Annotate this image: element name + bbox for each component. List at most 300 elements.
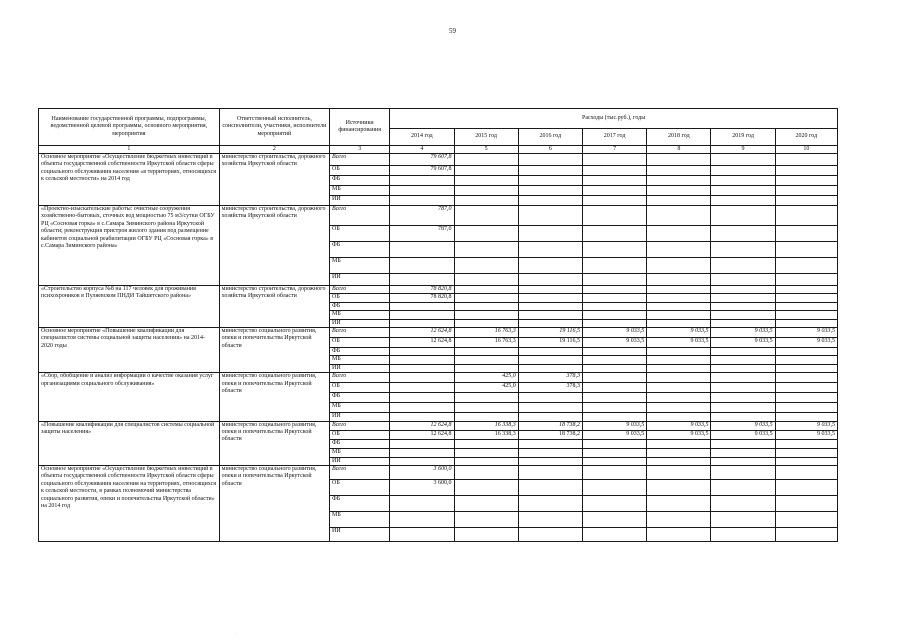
amount-cell: 9 033,5: [775, 421, 837, 430]
table-row: [39, 206, 838, 226]
amount-cell: [647, 403, 711, 413]
funding-source-cell: ФБ: [330, 439, 390, 448]
table-row: [39, 373, 838, 383]
amount-cell: [390, 356, 454, 364]
amount-cell: [647, 294, 711, 302]
responsible-cell: министерство строительства, дорожного хозяйства Иркутской области: [219, 286, 329, 328]
funding-source-cell: Всего: [330, 373, 390, 383]
amount-cell: [454, 294, 518, 302]
amount-cell: [711, 383, 775, 393]
column-number: 4: [390, 146, 454, 154]
amount-cell: [775, 364, 837, 372]
amount-cell: [775, 439, 837, 448]
amount-cell: [711, 311, 775, 319]
amount-cell: [390, 448, 454, 457]
column-number: 10: [775, 146, 837, 154]
amount-cell: [711, 196, 775, 206]
amount-cell: [647, 439, 711, 448]
funding-source-cell: Всего: [330, 286, 390, 294]
amount-cell: [582, 480, 646, 496]
amount-cell: [454, 302, 518, 310]
amount-cell: [711, 274, 775, 286]
amount-cell: [454, 480, 518, 496]
amount-cell: 9 033,5: [582, 430, 646, 439]
amount-cell: [647, 176, 711, 186]
amount-cell: [647, 466, 711, 480]
amount-cell: 9 033,5: [647, 328, 711, 338]
column-number: 8: [647, 146, 711, 154]
amount-cell: [647, 226, 711, 242]
amount-cell: [390, 528, 454, 542]
header-year: 2019 год: [711, 129, 775, 146]
amount-cell: [775, 166, 837, 176]
amount-cell: [711, 512, 775, 528]
amount-cell: [775, 466, 837, 480]
amount-cell: [711, 403, 775, 413]
amount-cell: [711, 319, 775, 327]
amount-cell: [582, 166, 646, 176]
amount-cell: [647, 154, 711, 166]
funding-source-cell: ФБ: [330, 393, 390, 403]
amount-cell: [775, 383, 837, 393]
amount-cell: [454, 528, 518, 542]
amount-cell: [454, 512, 518, 528]
amount-cell: [518, 258, 582, 274]
amount-cell: [518, 166, 582, 176]
funding-source-cell: МБ: [330, 186, 390, 196]
amount-cell: [582, 319, 646, 327]
amount-cell: [711, 294, 775, 302]
amount-cell: [582, 311, 646, 319]
amount-cell: 16 763,3: [454, 328, 518, 338]
amount-cell: [390, 258, 454, 274]
header-year: 2015 год: [454, 129, 518, 146]
amount-cell: [518, 154, 582, 166]
amount-cell: [518, 457, 582, 465]
amount-cell: 425,0: [454, 373, 518, 383]
amount-cell: 9 033,5: [582, 338, 646, 348]
funding-source-cell: ФБ: [330, 176, 390, 186]
amount-cell: 18 738,2: [518, 421, 582, 430]
amount-cell: 9 033,5: [711, 430, 775, 439]
amount-cell: [775, 457, 837, 465]
amount-cell: [582, 154, 646, 166]
amount-cell: [775, 302, 837, 310]
header-source: Источники финансирования: [330, 109, 390, 146]
funding-source-cell: Всего: [330, 154, 390, 166]
amount-cell: 9 033,5: [775, 328, 837, 338]
amount-cell: 9 033,5: [647, 421, 711, 430]
funding-source-cell: Всего: [330, 206, 390, 226]
amount-cell: [711, 528, 775, 542]
amount-cell: [454, 457, 518, 465]
amount-cell: [582, 226, 646, 242]
amount-cell: [582, 528, 646, 542]
amount-cell: [775, 206, 837, 226]
header-year: 2017 год: [582, 129, 646, 146]
amount-cell: [647, 258, 711, 274]
amount-cell: [775, 448, 837, 457]
funding-source-cell: ОБ: [330, 166, 390, 176]
responsible-cell: министерство строительства, дорожного хозяйства Иркутской области: [219, 206, 329, 286]
amount-cell: [454, 154, 518, 166]
amount-cell: 9 033,5: [582, 328, 646, 338]
funding-source-cell: Всего: [330, 466, 390, 480]
amount-cell: 12 624,8: [390, 421, 454, 430]
amount-cell: 12 624,8: [390, 430, 454, 439]
amount-cell: [582, 393, 646, 403]
amount-cell: [647, 364, 711, 372]
amount-cell: [518, 206, 582, 226]
amount-cell: 378,3: [518, 373, 582, 383]
funding-source-cell: МБ: [330, 356, 390, 364]
amount-cell: [775, 496, 837, 512]
amount-cell: [711, 302, 775, 310]
responsible-cell: министерство социального развития, опеки и попечительства Иркутской области: [219, 466, 329, 542]
program-name-cell: «Строительство корпуса №8 на 117 человек для проживания психохроников в Пуляевском ПНДИ Тайшетского района»: [39, 286, 220, 328]
amount-cell: [711, 448, 775, 457]
responsible-cell: министерство социального развития, опеки и попечительства Иркутской области: [219, 328, 329, 373]
column-number: 2: [219, 146, 329, 154]
table-row: [39, 154, 838, 166]
amount-cell: [647, 166, 711, 176]
amount-cell: [390, 311, 454, 319]
amount-cell: [454, 413, 518, 421]
amount-cell: [518, 480, 582, 496]
amount-cell: [454, 258, 518, 274]
amount-cell: 9 033,5: [647, 430, 711, 439]
amount-cell: [775, 413, 837, 421]
amount-cell: [454, 356, 518, 364]
amount-cell: [647, 496, 711, 512]
amount-cell: [454, 319, 518, 327]
amount-cell: [582, 258, 646, 274]
amount-cell: [582, 512, 646, 528]
amount-cell: [582, 466, 646, 480]
amount-cell: [390, 373, 454, 383]
amount-cell: [647, 393, 711, 403]
program-name-cell: «Сбор, обобщение и анализ информации о качестве оказания услуг организациями социального обслуживания»: [39, 373, 220, 421]
header-expenses: Расходы (тыс.руб.), годы: [390, 109, 838, 129]
amount-cell: [647, 186, 711, 196]
funding-source-cell: МБ: [330, 258, 390, 274]
amount-cell: 787,0: [390, 206, 454, 226]
amount-cell: [711, 466, 775, 480]
funding-source-cell: МБ: [330, 448, 390, 457]
amount-cell: [518, 364, 582, 372]
amount-cell: [711, 242, 775, 258]
table-row: [39, 466, 838, 480]
amount-cell: [775, 258, 837, 274]
header-year: 2018 год: [647, 129, 711, 146]
amount-cell: [518, 496, 582, 512]
amount-cell: [582, 348, 646, 356]
amount-cell: [711, 457, 775, 465]
amount-cell: [775, 226, 837, 242]
amount-cell: [518, 403, 582, 413]
funding-source-cell: ИИ: [330, 319, 390, 327]
amount-cell: [582, 286, 646, 294]
funding-source-cell: ОБ: [330, 480, 390, 496]
amount-cell: [390, 176, 454, 186]
amount-cell: [518, 528, 582, 542]
amount-cell: [582, 439, 646, 448]
amount-cell: [518, 413, 582, 421]
funding-source-cell: ФБ: [330, 242, 390, 258]
amount-cell: [454, 439, 518, 448]
amount-cell: [518, 242, 582, 258]
amount-cell: [711, 166, 775, 176]
funding-source-cell: ИИ: [330, 413, 390, 421]
amount-cell: [647, 413, 711, 421]
amount-cell: [647, 383, 711, 393]
amount-cell: 9 033,5: [711, 421, 775, 430]
amount-cell: [775, 176, 837, 186]
program-name-cell: «Проектно-изыскательские работы: очистные сооружения хозяйственно-бытовых, сточных вод мощностью 75 м3/сутки ОГБУ РЦ «Сосновая горка» в с.Самара Зиминского района Иркутской области; реконструкция пристроя жилого здания под размещение кабинетов социальной реабилитации ОГБУ РЦ «Сосновая горка» в с.Самара Зиминского района»: [39, 206, 220, 286]
amount-cell: [775, 356, 837, 364]
amount-cell: [454, 286, 518, 294]
column-number: 9: [711, 146, 775, 154]
amount-cell: [518, 311, 582, 319]
funding-source-cell: Всего: [330, 421, 390, 430]
amount-cell: [775, 319, 837, 327]
amount-cell: [775, 242, 837, 258]
header-program: Наименование государственной программы, подпрограммы, ведомственной целевой программы, основного мероприятия, мероприятия: [39, 109, 220, 146]
amount-cell: [775, 311, 837, 319]
amount-cell: [454, 496, 518, 512]
amount-cell: [454, 242, 518, 258]
amount-cell: [647, 528, 711, 542]
amount-cell: [711, 480, 775, 496]
amount-cell: [582, 274, 646, 286]
amount-cell: [390, 302, 454, 310]
amount-cell: 78 820,8: [390, 294, 454, 302]
column-number: 5: [454, 146, 518, 154]
amount-cell: [711, 439, 775, 448]
amount-cell: [454, 274, 518, 286]
funding-source-cell: ИИ: [330, 364, 390, 372]
amount-cell: [454, 403, 518, 413]
amount-cell: [711, 393, 775, 403]
amount-cell: 16 763,3: [454, 338, 518, 348]
amount-cell: [711, 186, 775, 196]
amount-cell: [647, 286, 711, 294]
amount-cell: [775, 480, 837, 496]
amount-cell: [711, 206, 775, 226]
amount-cell: [390, 496, 454, 512]
amount-cell: [775, 154, 837, 166]
amount-cell: 18 738,2: [518, 430, 582, 439]
funding-source-cell: МБ: [330, 403, 390, 413]
amount-cell: [518, 356, 582, 364]
amount-cell: [775, 373, 837, 383]
amount-cell: [647, 348, 711, 356]
amount-cell: 19 116,5: [518, 328, 582, 338]
amount-cell: [775, 186, 837, 196]
column-number: 3: [330, 146, 390, 154]
amount-cell: [454, 311, 518, 319]
amount-cell: [518, 439, 582, 448]
amount-cell: [775, 393, 837, 403]
amount-cell: [390, 364, 454, 372]
amount-cell: [711, 226, 775, 242]
amount-cell: 9 033,5: [775, 338, 837, 348]
amount-cell: [390, 439, 454, 448]
program-name-cell: Основное мероприятие «Осуществление бюджетных инвестиций в объекты государственной собственности Иркутской области сферы социального обслуживания населения «в территориях, относящихся к сельской местности» на 2014 год: [39, 154, 220, 206]
amount-cell: [454, 226, 518, 242]
funding-source-cell: ИИ: [330, 196, 390, 206]
funding-source-cell: ОБ: [330, 383, 390, 393]
amount-cell: [518, 466, 582, 480]
amount-cell: [518, 512, 582, 528]
amount-cell: [582, 413, 646, 421]
amount-cell: 78 820,8: [390, 286, 454, 294]
amount-cell: [390, 242, 454, 258]
funding-source-cell: ИИ: [330, 274, 390, 286]
amount-cell: [775, 196, 837, 206]
amount-cell: [582, 364, 646, 372]
responsible-cell: министерство строительства, дорожного хозяйства Иркутской области: [219, 154, 329, 206]
amount-cell: [775, 528, 837, 542]
program-name-cell: Основное мероприятие «Осуществление бюджетных инвестиций в объекты государственной собственности Иркутской области сферы социального обслуживания населения на территориях, относящихся к сельской местности, в рамках полномочий министерства социального развития, опеки и попечительства Иркутской области» на 2014 год: [39, 466, 220, 542]
amount-cell: [647, 319, 711, 327]
amount-cell: [582, 206, 646, 226]
scan-mark: ·: [236, 632, 238, 637]
amount-cell: 79 607,8: [390, 154, 454, 166]
amount-cell: [711, 176, 775, 186]
page-number: 59: [449, 27, 456, 35]
amount-cell: [582, 496, 646, 512]
funding-source-cell: МБ: [330, 512, 390, 528]
amount-cell: [454, 448, 518, 457]
table-row: [39, 421, 838, 430]
funding-source-cell: ОБ: [330, 294, 390, 302]
amount-cell: [711, 413, 775, 421]
amount-cell: [647, 373, 711, 383]
amount-cell: [775, 286, 837, 294]
amount-cell: [390, 196, 454, 206]
amount-cell: [647, 512, 711, 528]
amount-cell: [390, 186, 454, 196]
amount-cell: [711, 364, 775, 372]
funding-source-cell: ФБ: [330, 348, 390, 356]
funding-source-cell: ОБ: [330, 338, 390, 348]
amount-cell: [582, 373, 646, 383]
amount-cell: [582, 302, 646, 310]
funding-source-cell: ФБ: [330, 302, 390, 310]
program-name-cell: «Повышение квалификации для специалистов системы социальной защиты населения»: [39, 421, 220, 465]
amount-cell: [647, 448, 711, 457]
funding-source-cell: ФБ: [330, 496, 390, 512]
amount-cell: [775, 274, 837, 286]
funding-source-cell: ИИ: [330, 457, 390, 465]
amount-cell: [582, 383, 646, 393]
amount-cell: [647, 274, 711, 286]
amount-cell: [775, 294, 837, 302]
funding-source-cell: ОБ: [330, 226, 390, 242]
funding-source-cell: Всего: [330, 328, 390, 338]
amount-cell: [711, 348, 775, 356]
amount-cell: [647, 480, 711, 496]
amount-cell: 19 116,5: [518, 338, 582, 348]
amount-cell: [711, 373, 775, 383]
amount-cell: [454, 166, 518, 176]
amount-cell: [647, 311, 711, 319]
amount-cell: [647, 457, 711, 465]
amount-cell: 79 607,8: [390, 166, 454, 176]
amount-cell: [390, 383, 454, 393]
amount-cell: [647, 302, 711, 310]
amount-cell: [518, 348, 582, 356]
table-body: [39, 154, 838, 542]
amount-cell: [518, 226, 582, 242]
amount-cell: [518, 294, 582, 302]
amount-cell: [518, 302, 582, 310]
amount-cell: 9 033,5: [711, 328, 775, 338]
amount-cell: [647, 196, 711, 206]
amount-cell: [582, 176, 646, 186]
amount-cell: [647, 356, 711, 364]
amount-cell: [711, 496, 775, 512]
amount-cell: [582, 196, 646, 206]
amount-cell: [582, 294, 646, 302]
amount-cell: [454, 196, 518, 206]
amount-cell: [518, 286, 582, 294]
header-responsible: Ответственный исполнитель, соисполнители, участники, исполнители мероприятий: [219, 109, 329, 146]
amount-cell: [390, 319, 454, 327]
amount-cell: [711, 258, 775, 274]
table-row: [39, 328, 838, 338]
responsible-cell: министерство социального развития, опеки и попечительства Иркутской области: [219, 421, 329, 465]
amount-cell: [518, 448, 582, 457]
amount-cell: [454, 364, 518, 372]
amount-cell: [711, 286, 775, 294]
amount-cell: 3 600,0: [390, 466, 454, 480]
amount-cell: [582, 403, 646, 413]
program-name-cell: Основное мероприятие «Повышение квалификации для специалистов системы социальной защиты населения» на 2014-2020 годы: [39, 328, 220, 373]
amount-cell: [390, 348, 454, 356]
funding-source-cell: МБ: [330, 311, 390, 319]
amount-cell: [518, 274, 582, 286]
amount-cell: [518, 196, 582, 206]
amount-cell: [390, 274, 454, 286]
header-year: 2020 год: [775, 129, 837, 146]
amount-cell: [454, 466, 518, 480]
amount-cell: [582, 356, 646, 364]
budget-table: [38, 108, 838, 542]
amount-cell: [775, 348, 837, 356]
amount-cell: [711, 154, 775, 166]
amount-cell: [775, 512, 837, 528]
amount-cell: [711, 356, 775, 364]
table-row: [39, 286, 838, 294]
amount-cell: [390, 393, 454, 403]
amount-cell: [647, 206, 711, 226]
funding-source-cell: ИИ: [330, 528, 390, 542]
funding-source-cell: ОБ: [330, 430, 390, 439]
amount-cell: [390, 512, 454, 528]
amount-cell: 12 624,8: [390, 338, 454, 348]
amount-cell: [582, 457, 646, 465]
amount-cell: [390, 457, 454, 465]
column-number: 6: [518, 146, 582, 154]
amount-cell: [518, 186, 582, 196]
amount-cell: 16 338,3: [454, 421, 518, 430]
amount-cell: 3 600,0: [390, 480, 454, 496]
amount-cell: [518, 393, 582, 403]
amount-cell: 9 033,5: [582, 421, 646, 430]
amount-cell: [454, 348, 518, 356]
